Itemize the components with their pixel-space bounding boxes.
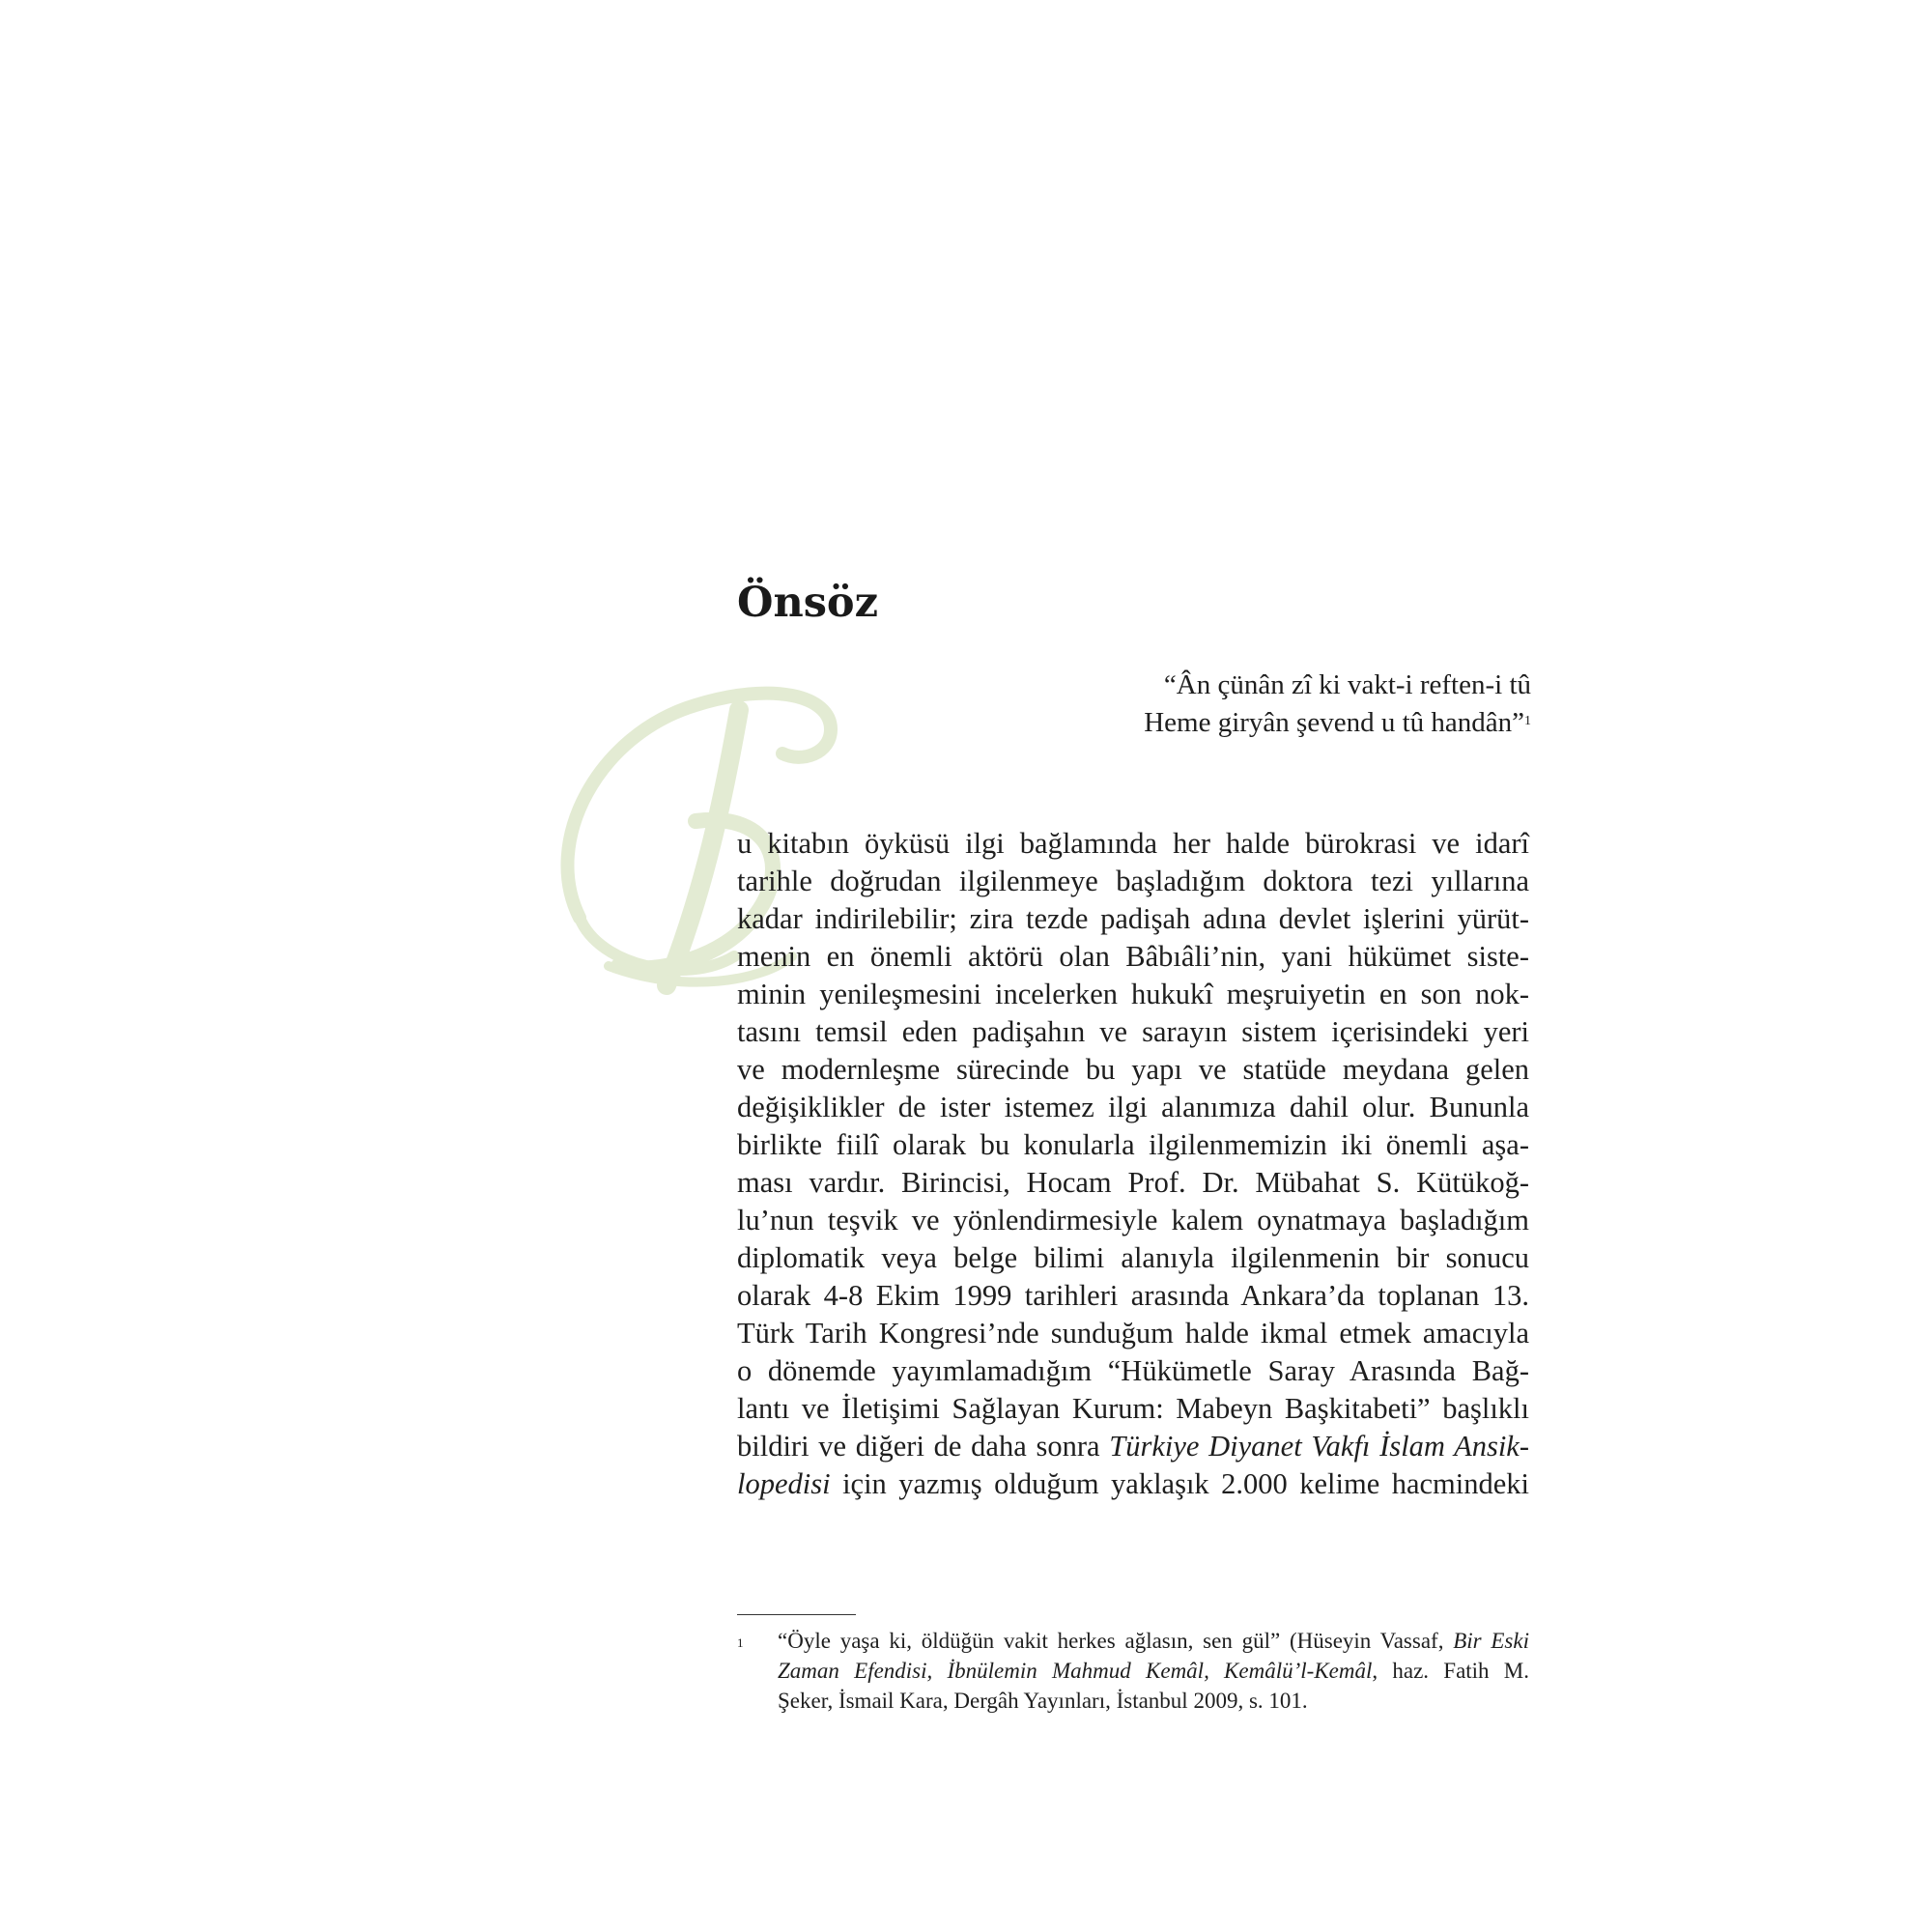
- body-line: kadar indirilebilir; zira tezde padişah adına devlet işlerini yürüt-: [737, 902, 1529, 935]
- body-line: ve modernleşme sürecinde bu yapı ve statüde meydana gelen: [737, 1053, 1529, 1086]
- footnote-number: 1: [737, 1635, 744, 1650]
- footnote-reference[interactable]: 1: [1524, 714, 1531, 728]
- body-line: değişiklikler de ister istemez ilgi alanımıza dahil olur. Bununla: [737, 1091, 1529, 1123]
- footnote-line: Zaman Efendisi, İbnülemin Mahmud Kemâl, Kemâlü’l-Kemâl, haz. Fatih M.: [778, 1659, 1529, 1683]
- body-line: bildiri ve diğeri de daha sonra Türkiye Diyanet Vakfı İslam Ansik-: [737, 1430, 1529, 1463]
- body-line: lantı ve İletişimi Sağlayan Kurum: Mabeyn Başkitabeti” başlıklı: [737, 1392, 1529, 1425]
- body-line: diplomatik veya belge bilimi alanıyla ilgilenmenin bir sonucu: [737, 1241, 1529, 1274]
- body-line: menin en önemli aktörü olan Bâbıâli’nin, yani hükümet siste-: [737, 940, 1529, 973]
- book-title: Bir Eski: [1453, 1629, 1529, 1653]
- body-line: lu’nun teşvik ve yönlendirmesiyle kalem oynatmaya başladığım: [737, 1204, 1529, 1236]
- body-paragraph: [737, 825, 1529, 1503]
- body-line: olarak 4-8 Ekim 1999 tarihleri arasında Ankara’da toplanan 13.: [737, 1279, 1529, 1312]
- body-line: tarihle doğrudan ilgilenmeye başladığım doktora tezi yıllarına: [737, 865, 1529, 897]
- epigraph-line: “Ân çünân zî ki vakt-i reften-i tû: [1163, 669, 1531, 700]
- footnote-text: [778, 1626, 1529, 1716]
- encyclopedia-title: lopedisi: [737, 1467, 831, 1500]
- footnote-divider: [737, 1614, 856, 1615]
- encyclopedia-title: Türkiye Diyanet Vakfı İslam Ansik-: [1109, 1430, 1529, 1463]
- epigraph-line: Heme giryân şevend u tû handân”$^1$: [1144, 707, 1531, 738]
- body-line: ması vardır. Birincisi, Hocam Prof. Dr. Mübahat S. Kütükoğ-: [737, 1166, 1529, 1199]
- body-line: Türk Tarih Kongresi’nde sunduğum halde ikmal etmek amacıyla: [737, 1317, 1529, 1350]
- body-line: birlikte fiilî olarak bu konularla ilgilenmemizin iki önemli aşa-: [737, 1128, 1529, 1161]
- footnote-line: Şeker, İsmail Kara, Dergâh Yayınları, İstanbul 2009, s. 101.: [778, 1689, 1308, 1713]
- footnote: [737, 1626, 1529, 1716]
- book-title: Zaman Efendisi, İbnülemin Mahmud Kemâl, Kemâlü’l-Kemâl: [778, 1659, 1373, 1683]
- epigraph: [1005, 667, 1531, 742]
- page-title: Önsöz: [737, 579, 879, 627]
- body-line: u kitabın öyküsü ilgi bağlamında her halde bürokrasi ve idarî: [737, 827, 1529, 860]
- body-line: minin yenileşmesini incelerken hukukî meşruiyetin en son nok-: [737, 978, 1529, 1010]
- footnote-line: “Öyle yaşa ki, öldüğün vakit herkes ağlasın, sen gül” (Hüseyin Vassaf, Bir Eski: [778, 1629, 1529, 1653]
- body-line: lopedisi için yazmış olduğum yaklaşık 2.000 kelime hacmindeki: [737, 1467, 1529, 1500]
- body-line: tasını temsil eden padişahın ve sarayın sistem içerisindeki yeri: [737, 1015, 1529, 1048]
- body-line: o dönemde yayımlamadığım “Hükümetle Saray Arasında Bağ-: [737, 1354, 1529, 1387]
